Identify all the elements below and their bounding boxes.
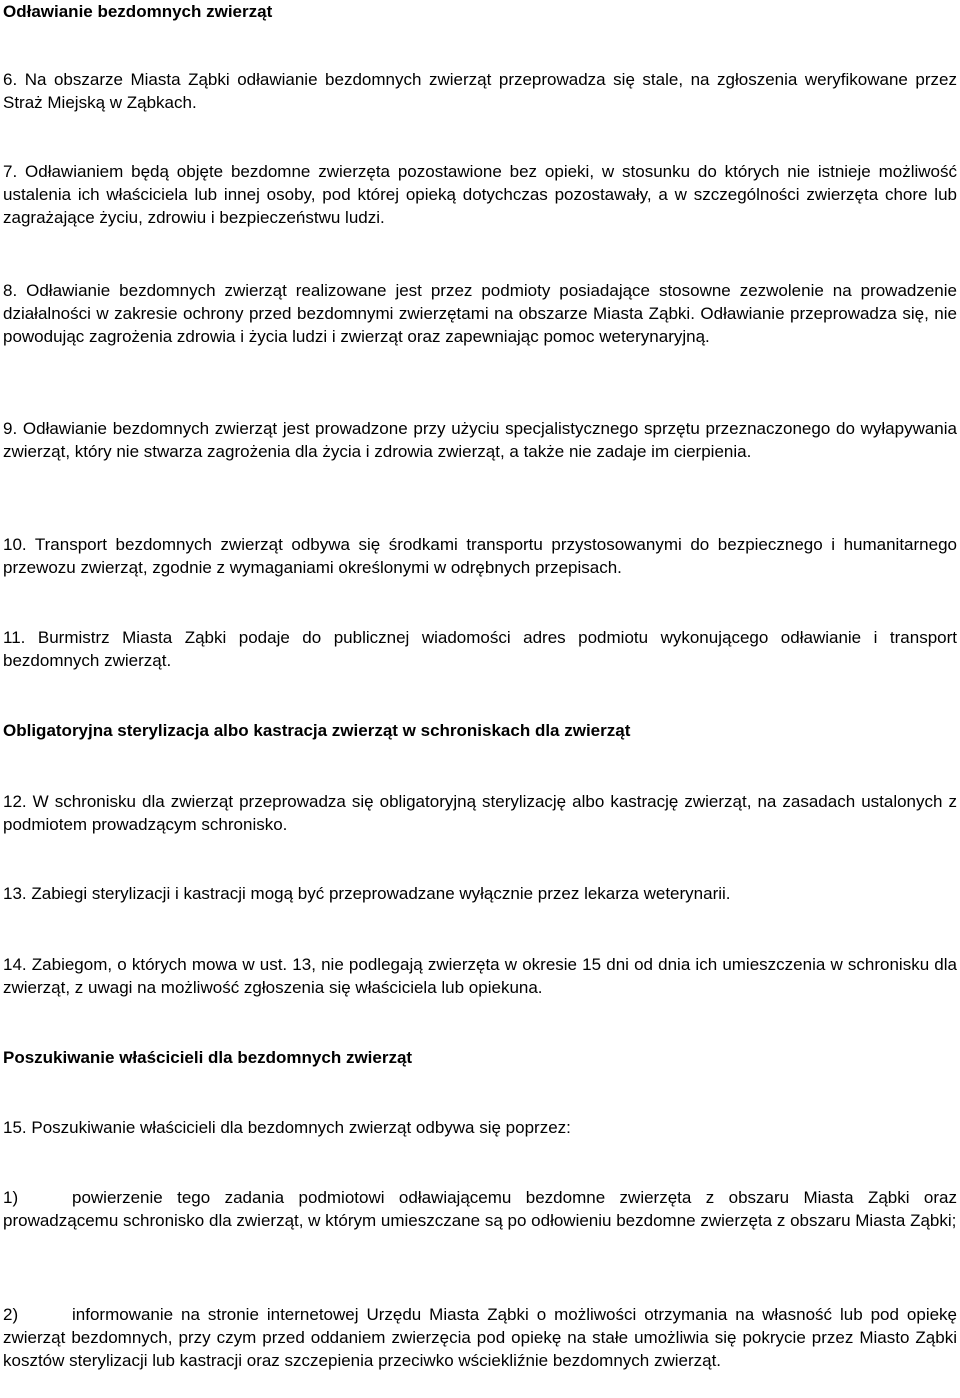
paragraph-10: 10. Transport bezdomnych zwierząt odbywa się środkami transportu przystosowanymi do bezpiecznego i humanitarnego przewozu zwierząt, zgodnie z wymaganiami określonymi w odrębnych przepisach. bbox=[3, 535, 957, 577]
paragraph-11: 11. Burmistrz Miasta Ząbki podaje do publicznej wiadomości adres podmiotu wykonującego odławianie i transport bezdomnych zwierząt. bbox=[3, 628, 957, 670]
paragraph-15: 15. Poszukiwanie właścicieli dla bezdomnych zwierząt odbywa się poprzez: bbox=[3, 1118, 571, 1137]
paragraph-9: 9. Odławianie bezdomnych zwierząt jest prowadzone przy użyciu specjalistycznego sprzętu przeznaczonego do wyłapywania zwierząt, który nie stwarza zagrożenia dla życia i zdrowia zwierząt, a także nie zadaje im cierpienia. bbox=[3, 419, 957, 461]
paragraph-8: 8. Odławianie bezdomnych zwierząt realizowane jest przez podmioty posiadające stosowne zezwolenie na prowadzenie działalności w zakresie ochrony przed bezdomnymi zwierzętami na obszarze Miasta Ząbki. Odławianie przeprowadza się, nie powodując zagrożenia zdrowia i życia ludzi i zwierząt oraz zapewniając pomoc weterynaryjną. bbox=[3, 281, 957, 346]
section-heading-owners: Poszukiwanie właścicieli dla bezdomnych zwierząt bbox=[3, 1048, 413, 1067]
list-item-text: informowanie na stronie internetowej Urzędu Miasta Ząbki o możliwości otrzymania na własność lub pod opiekę zwierząt bezdomnych, przy czym przed oddaniem zwierzęcia pod opiekę na stałe umożliwia się pokrycie przez Miasto Ząbki kosztów sterylizacji lub kastracji oraz szczepienia przeciwko wściekliźnie bezdomnych zwierząt. bbox=[3, 1305, 957, 1370]
paragraph-14: 14. Zabiegom, o których mowa w ust. 13, nie podlegają zwierzęta w okresie 15 dni od dnia ich umieszczenia w schronisku dla zwierząt, z uwagi na możliwość zgłoszenia się właściciela lub opiekuna. bbox=[3, 955, 957, 997]
section-heading-sterilization: Obligatoryjna sterylizacja albo kastracja zwierząt w schroniskach dla zwierząt bbox=[3, 721, 631, 740]
section-heading-catching: Odławianie bezdomnych zwierząt bbox=[3, 2, 273, 21]
list-item-number: 1) bbox=[3, 1188, 19, 1207]
paragraph-13: 13. Zabiegi sterylizacji i kastracji mogą być przeprowadzane wyłącznie przez lekarza weterynarii. bbox=[3, 884, 731, 903]
list-item bbox=[3, 1303, 957, 1372]
paragraph-7: 7. Odławianiem będą objęte bezdomne zwierzęta pozostawione bez opieki, w stosunku do których nie istnieje możliwość ustalenia ich właściciela lub innej osoby, pod której opieką dotychczas pozostawały, a w szczególności zwierzęta chore lub zagrażające życiu, zdrowiu i bezpieczeństwu ludzi. bbox=[3, 162, 957, 227]
paragraph-6: 6. Na obszarze Miasta Ząbki odławianie bezdomnych zwierząt przeprowadza się stale, na zgłoszenia weryfikowane przez Straż Miejską w Ząbkach. bbox=[3, 70, 957, 112]
list-item-number: 2) bbox=[3, 1305, 19, 1324]
paragraph-12: 12. W schronisku dla zwierząt przeprowadza się obligatoryjną sterylizację albo kastrację zwierząt, na zasadach ustalonych z podmiotem prowadzącym schronisko. bbox=[3, 792, 957, 834]
list-item bbox=[3, 1186, 957, 1232]
list-item-text: powierzenie tego zadania podmiotowi odławiającemu bezdomne zwierzęta z obszaru Miasta Ząbki oraz prowadzącemu schronisko dla zwierząt, w którym umieszczane są po odłowieniu bezdomne zwierzęta z obszaru Miasta Ząbki; bbox=[3, 1188, 957, 1230]
